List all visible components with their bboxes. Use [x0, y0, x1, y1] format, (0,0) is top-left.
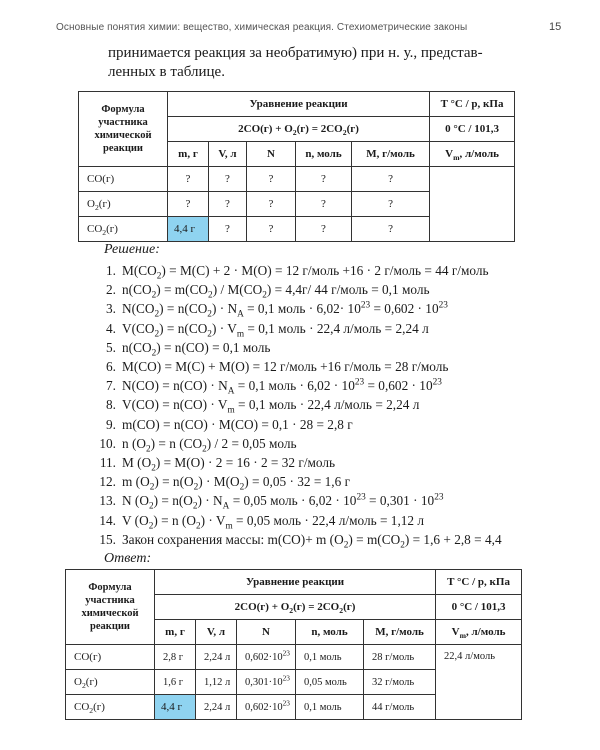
step-number: 7.	[106, 378, 116, 394]
step-text: M (O	[122, 455, 152, 471]
eq-sub: 2	[339, 606, 344, 616]
solution-step	[94, 491, 554, 513]
col-moles: n, моль	[296, 142, 352, 167]
step-text: N(CO) = n(CO) · N	[122, 378, 228, 394]
step-text: ) / M(CO	[212, 282, 263, 298]
step-text: n(CO	[122, 339, 152, 355]
step-text: 2	[151, 463, 156, 474]
step-text: 2	[262, 290, 267, 301]
step-text: A	[222, 502, 230, 513]
step-text: ) · V	[200, 512, 226, 528]
solution-step	[94, 415, 554, 434]
equation-header: Уравнение реакции	[155, 570, 436, 595]
formula-column-header	[66, 570, 155, 645]
intro-line: ленных в таблице.	[108, 64, 225, 80]
step-text: 23	[354, 377, 365, 388]
step-text: n(CO	[122, 282, 152, 298]
step-text: A	[237, 310, 244, 321]
col-mass: m, г	[155, 620, 196, 645]
step-text: 2	[148, 502, 154, 513]
mass-cell: ?	[168, 192, 209, 217]
step-text: V(CO) = n(CO) · V	[122, 397, 228, 413]
step-text: 2	[151, 290, 157, 301]
col-particles: N	[247, 142, 296, 167]
step-text: 23	[356, 493, 366, 504]
step-text: = 0,1 моль · 6,02· 10	[243, 301, 361, 317]
running-header: Основные понятия химии: вещество, химическая реакция. Стехиометрические законы	[56, 22, 468, 33]
step-text: 2	[146, 444, 151, 455]
substance-cell: CO(г)	[66, 645, 155, 670]
step-text: m	[225, 521, 233, 532]
header-line: участника	[98, 117, 148, 128]
particles-cell: ?	[247, 192, 296, 217]
col-particles: N	[237, 620, 296, 645]
step-text: ) = 4,4г/ 44 г/моль = 0,1 моль	[266, 282, 430, 298]
col-volume: V, л	[209, 142, 247, 167]
particles-cell: ?	[247, 167, 296, 192]
eq-part: (г)	[343, 601, 356, 613]
step-text: A	[227, 386, 235, 397]
solution-step	[94, 395, 554, 417]
eq-sub: 2	[342, 128, 347, 138]
page-number: 15	[549, 21, 562, 33]
step-text: ) = 1,6 + 2,8 = 4,4	[404, 531, 502, 547]
step-text: 2	[148, 521, 154, 532]
equation-header: Уравнение реакции	[168, 92, 430, 117]
volume-cell: ?	[209, 167, 247, 192]
header-line: химической	[81, 608, 139, 619]
step-number: 1.	[106, 263, 116, 278]
step-text: ) = n (CO	[150, 435, 203, 451]
solution-step	[94, 511, 554, 530]
step-text: ) = m(CO	[348, 531, 401, 547]
step-text: ) / 2 = 0,05 моль	[206, 435, 297, 451]
step-text: 2	[202, 444, 207, 455]
solution-step	[94, 530, 554, 549]
substance-cell: $O_2(г)$	[66, 670, 155, 695]
solution-step	[94, 319, 554, 338]
substance-cell: CO(г)	[79, 167, 168, 192]
solution-steps	[94, 261, 554, 549]
eq-sub: 2	[292, 128, 297, 138]
step-text: ) · V	[211, 320, 237, 336]
step-number: 10.	[99, 435, 116, 451]
step-text: 23	[432, 377, 442, 388]
header-line: Формула	[101, 104, 145, 115]
step-text: = 0,1 моль · 22,4 л/моль = 2,24 л	[234, 397, 420, 413]
given-mass-cell: 4,4 г	[155, 695, 196, 720]
step-text: m(CO) = n(CO) · M(CO) = 0,1 · 28 = 2,8 г	[122, 416, 353, 432]
step-text: V (O	[122, 512, 149, 528]
step-text: N (O	[122, 493, 149, 509]
header-line: участника	[85, 595, 135, 606]
step-text: ) = M(C) + 2 · M(O) = 12 г/моль +16 · 2 г/моль = 44 г/моль	[161, 263, 489, 278]
solution-step	[94, 299, 554, 321]
substance-cell: $CO_2(г)$	[79, 217, 168, 242]
step-text: ) · M(O	[198, 474, 240, 490]
header-line: химической	[94, 130, 152, 141]
step-text: 2	[154, 310, 160, 321]
particles-cell: $0,301\cdot 10^{23}$	[237, 670, 296, 695]
eq-part: (г) = 2CO	[293, 601, 340, 613]
col-molar-volume: $V_m$, л/моль	[430, 142, 515, 167]
step-text: 23	[434, 493, 444, 504]
header-line: реакции	[103, 143, 143, 154]
solution-step	[94, 376, 554, 395]
volume-cell: 1,12 л	[196, 670, 237, 695]
solution-step	[94, 338, 554, 357]
reaction-equation	[155, 595, 436, 620]
step-text: m	[227, 406, 235, 417]
molar-mass-cell: 28 г/моль	[364, 645, 436, 670]
step-number: 6.	[106, 359, 116, 375]
step-text: 23	[438, 300, 448, 311]
step-text: = 0,05 моль · 6,02 · 10	[229, 493, 357, 509]
step-text: = 0,1 моль · 6,02 · 10	[234, 378, 355, 394]
answer-table	[65, 569, 522, 720]
step-text: 2	[208, 290, 213, 301]
moles-cell: 0,1 моль	[296, 695, 364, 720]
eq-sub: 2	[289, 606, 294, 616]
eq-part: (г)	[346, 123, 359, 135]
step-text: ) = n(CO	[159, 320, 208, 336]
step-number: 4.	[106, 320, 116, 336]
step-text: ) = n(CO	[159, 301, 208, 317]
reaction-equation	[168, 117, 430, 142]
intro-line: принимается реакция за необратимую) при н. у., представ-	[108, 45, 483, 61]
solution-step	[94, 434, 554, 453]
step-text: ) = M(O) · 2 = 16 · 2 = 32 г/моль	[155, 455, 336, 471]
step-text: ) = n(O	[154, 474, 194, 490]
moles-cell: ?	[296, 192, 352, 217]
molar-mass-cell: 44 г/моль	[364, 695, 436, 720]
step-text: = 0,301 · 10	[365, 493, 435, 509]
step-number: 2.	[106, 282, 116, 298]
step-text: = 0,602 · 10	[364, 378, 433, 394]
step-number: 12.	[99, 474, 116, 490]
moles-cell: ?	[296, 167, 352, 192]
answer-label: Ответ:	[104, 551, 152, 566]
step-text: n (O	[122, 435, 147, 451]
header-line: реакции	[90, 621, 130, 632]
volume-cell: ?	[209, 217, 247, 242]
step-text: M(CO) = M(C) + M(O) = 12 г/моль +16 г/моль = 28 г/моль	[122, 359, 449, 375]
step-text: 2	[207, 329, 212, 340]
header-line: Формула	[88, 582, 132, 593]
step-number: 15.	[99, 531, 116, 547]
step-text: 2	[149, 482, 155, 493]
col-molar-volume: $V_m$, л/моль	[436, 620, 522, 645]
eq-part: (г) = 2CO	[296, 123, 343, 135]
col-volume: V, л	[196, 620, 237, 645]
volume-cell: ?	[209, 192, 247, 217]
col-molar-mass: M, г/моль	[364, 620, 436, 645]
particles-cell: ?	[247, 217, 296, 242]
step-text: 2	[192, 502, 198, 513]
step-number: 13.	[99, 493, 116, 509]
step-text: ) = 0,05 · 32 = 1,6 г	[244, 474, 351, 490]
step-text: 2	[195, 521, 201, 532]
step-text: Закон сохранения массы: m(CO)+ m (O	[122, 531, 344, 547]
moles-cell: 0,1 моль	[296, 645, 364, 670]
step-number: 14.	[99, 512, 116, 528]
step-text: ) · N	[197, 493, 223, 509]
volume-cell: 2,24 л	[196, 695, 237, 720]
volume-cell: 2,24 л	[196, 645, 237, 670]
step-text: ) = n(O	[153, 493, 193, 509]
eq-part: 2CO(г) + O	[234, 601, 290, 613]
molar-mass-cell: 32 г/моль	[364, 670, 436, 695]
step-text: = 0,05 моль · 22,4 л/моль = 1,12 л	[232, 512, 425, 528]
substance-cell: $CO_2(г)$	[66, 695, 155, 720]
intro-paragraph	[108, 44, 548, 82]
mass-cell: ?	[168, 167, 209, 192]
given-mass-cell: 4,4 г	[168, 217, 209, 242]
substance-cell: $O_2(г)$	[79, 192, 168, 217]
eq-part: 2CO(г) + O	[238, 123, 293, 135]
solution-label: Решение:	[104, 242, 160, 257]
step-text: 2	[207, 310, 212, 321]
conditions-value: 0 °C / 101,3	[430, 117, 515, 142]
step-text: 2	[151, 348, 157, 359]
moles-cell: 0,05 моль	[296, 670, 364, 695]
solution-step	[94, 280, 554, 299]
molar-mass-cell: ?	[352, 217, 430, 242]
col-molar-mass: M, г/моль	[352, 142, 430, 167]
col-moles: n, моль	[296, 620, 364, 645]
table-row	[66, 645, 522, 670]
particles-cell: $0,602\cdot 10^{23}$	[237, 695, 296, 720]
step-number: 3.	[106, 301, 116, 317]
mass-cell: 2,8 г	[155, 645, 196, 670]
solution-step	[94, 453, 554, 472]
step-text: N(CO	[122, 301, 155, 317]
molar-volume-cell	[430, 167, 515, 242]
step-number: 11.	[99, 455, 116, 471]
step-text: ) = n(CO) = 0,1 моль	[156, 339, 271, 355]
molar-mass-cell: ?	[352, 192, 430, 217]
step-number: 8.	[106, 397, 116, 413]
step-text: m	[236, 329, 245, 340]
molar-volume-cell: 22,4 л/моль	[436, 645, 522, 720]
step-number: 9.	[106, 416, 116, 432]
solution-step	[94, 357, 554, 376]
step-text: m (O	[122, 474, 150, 490]
step-text: = 0,1 моль · 22,4 л/моль = 2,24 л	[244, 320, 429, 336]
moles-cell: ?	[296, 217, 352, 242]
mass-cell: 1,6 г	[155, 670, 196, 695]
task-table	[78, 91, 515, 242]
step-text: M(CO	[122, 263, 157, 278]
conditions-header: T °C / p, кПа	[430, 92, 515, 117]
step-text: 2	[193, 482, 199, 493]
conditions-value: 0 °C / 101,3	[436, 595, 522, 620]
particles-cell: $0,602\cdot 10^{23}$	[237, 645, 296, 670]
solution-step	[94, 261, 554, 280]
step-text: 2	[343, 540, 349, 551]
step-text: ) · N	[211, 301, 238, 317]
step-text: 23	[360, 300, 371, 311]
step-text: = 0,602 · 10	[370, 301, 439, 317]
molar-mass-cell: ?	[352, 167, 430, 192]
step-number: 5.	[106, 339, 116, 355]
col-mass: m, г	[168, 142, 209, 167]
table-row	[79, 167, 515, 192]
step-text: ) = m(CO	[156, 282, 209, 298]
solution-step	[94, 472, 554, 491]
step-text: ) = n (O	[153, 512, 196, 528]
conditions-header: T °C / p, кПа	[436, 570, 522, 595]
step-text: V(CO	[122, 320, 155, 336]
step-text: 2	[156, 271, 162, 282]
step-text: 2	[400, 540, 405, 551]
formula-column-header	[79, 92, 168, 167]
step-text: 2	[154, 329, 160, 340]
step-text: 2	[239, 482, 245, 493]
